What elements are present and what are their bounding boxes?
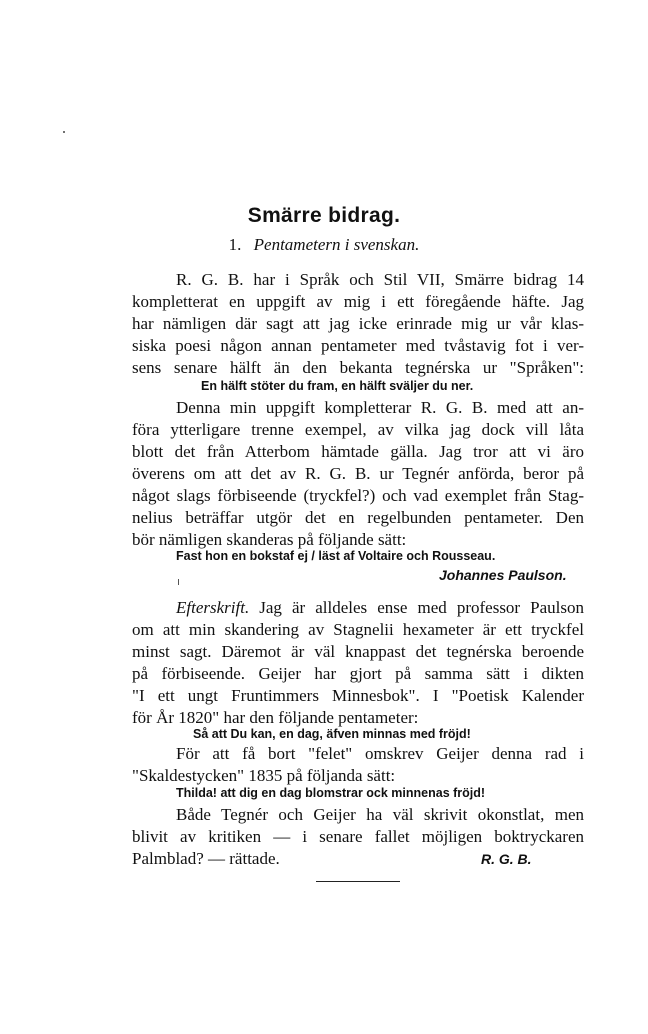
body-line: om att min skandering av Stagnelii hexameter är ett tryckfel [132, 620, 584, 639]
section-number: 1. [228, 235, 242, 254]
body-line: "I ett ungt Fruntimmers Minnesbok". I "Poetisk Kalender [132, 686, 584, 705]
body-line [176, 597, 584, 619]
body-line: något slags förbiseende (tryckfel?) och vad exemplet från Stag- [132, 486, 584, 505]
verse-quote: Fast hon en bokstaf ej / läst af Voltaire och Rousseau. [176, 549, 496, 563]
verse-quote: Thilda! att dig en dag blomstrar ock minnenas fröjd! [176, 786, 486, 800]
section-subtitle-text: Pentametern i svenskan. [253, 235, 420, 254]
body-line: föra ytterligare trenne exempel, av vilka jag dock vill låta [132, 420, 584, 439]
body-line: minst sagt. Däremot är väl knappast det tegnérska beroende [132, 642, 584, 661]
body-line: har nämligen där sagt att jag icke erinrade mig ur vår klas- [132, 314, 584, 333]
body-line: nelius beträffar utgör det en regelbunden pentameter. Den [132, 508, 584, 527]
body-line: överens om att det av R. G. B. ur Tegnér anförda, beror på [132, 464, 584, 483]
body-line: för År 1820" har den följande pentameter: [132, 708, 419, 727]
body-line: blivit av kritiken — i senare fallet möjligen boktryckaren [132, 827, 584, 846]
body-line: För att få bort "felet" omskrev Geijer denna rad i [176, 744, 584, 763]
body-line: på förbiseende. Geijer har gjort på samma sätt i dikten [132, 664, 584, 683]
page-title: Smärre bidrag. [247, 204, 401, 227]
body-line: R. G. B. har i Språk och Stil VII, Smärre bidrag 14 [176, 270, 584, 289]
body-line: blott det från Atterbom hämtade gälla. Jag tror att vi äro [132, 442, 584, 461]
body-line: sens senare hälft än den bekanta tegnérska ur "Språken": [132, 358, 584, 377]
body-line: kompletterat en uppgift av mig i ett föregående häfte. Jag [132, 292, 584, 311]
efterskrift-label: Efterskrift. [176, 598, 250, 617]
section-subtitle [0, 235, 648, 255]
body-line: "Skaldestycken" 1835 på följanda sätt: [132, 766, 396, 785]
print-mark [178, 579, 179, 585]
body-line: bör nämligen skanderas på följande sätt: [132, 530, 407, 549]
margin-speck [63, 131, 65, 133]
body-line: siska poesi någon annan pentameter med tvåstavig fot i ver- [132, 336, 584, 355]
body-line: Palmblad? — rättade. [132, 849, 280, 868]
verse-quote: Så att Du kan, en dag, äfven minnas med fröjd! [193, 727, 471, 741]
body-line-rest: Jag är alldeles ense med professor Paulson [259, 598, 584, 617]
author-signature: Johannes Paulson. [439, 567, 567, 583]
section-divider [316, 881, 400, 882]
verse-quote: En hälft stöter du fram, en hälft sväljer du ner. [201, 379, 474, 393]
body-line: Både Tegnér och Geijer ha väl skrivit okonstlat, men [176, 805, 584, 824]
editor-signature: R. G. B. [481, 851, 532, 867]
body-line: Denna min uppgift kompletterar R. G. B. med att an- [176, 398, 584, 417]
